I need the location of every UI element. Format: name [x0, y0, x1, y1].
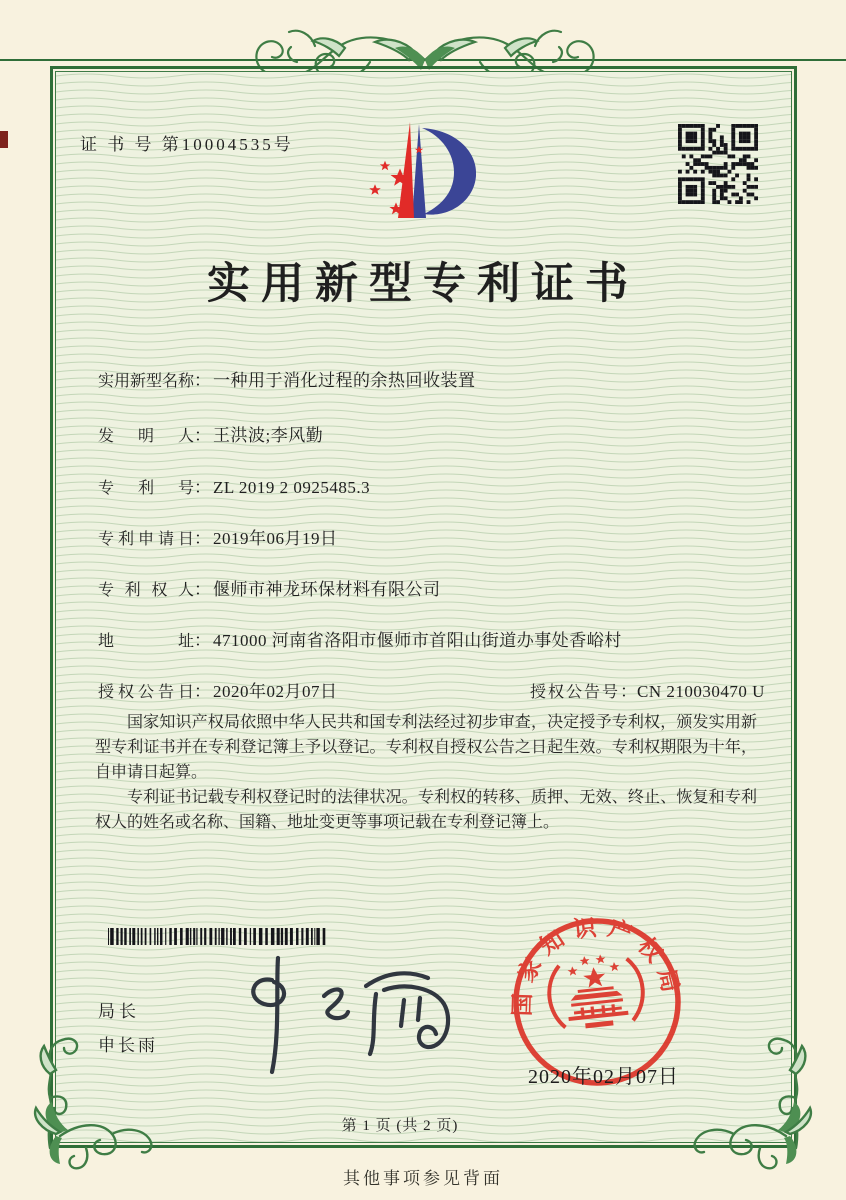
field-grant-number — [530, 677, 765, 702]
field-colon: ： — [194, 478, 211, 497]
seal-text: 国家知识产权局 — [509, 914, 685, 1017]
registration-mark — [0, 131, 8, 148]
field-patent-number — [98, 473, 778, 498]
field-value: ZL 2019 2 0925485.3 — [213, 478, 371, 497]
field-colon: ： — [194, 529, 211, 548]
field-colon: ： — [620, 682, 638, 701]
field-grant-date — [98, 677, 778, 702]
page-number: 第 1 页 (共 2 页) — [341, 1118, 459, 1134]
legal-paragraph-1: 国家知识产权局依照中华人民共和国专利法经过初步审查，决定授予专利权，颁发实用新型专利证书并在专利登记簿上予以登记。专利权自授权公告之日起生效。专利权期限为十年，自申请日起算。 — [95, 714, 757, 781]
field-label: 专利申请日 — [98, 531, 194, 548]
legal-paragraph-2: 专利证书记载专利权登记时的法律状况。专利权的转移、质押、无效、终止、恢复和专利权人的姓名或名称、国籍、地址变更等事项记载在专利登记簿上。 — [95, 789, 757, 831]
field-value: 2020年02月07日 — [213, 682, 338, 701]
certificate-title: 实用新型专利证书 — [207, 261, 639, 308]
field-address — [98, 626, 778, 651]
back-side-note: 其他事项参见背面 — [343, 1169, 503, 1188]
field-value: CN 210030470 U — [637, 682, 765, 701]
patent-office-logo — [356, 114, 486, 229]
field-label: 专利权人 — [98, 582, 194, 599]
field-value: 王洪波;李风勤 — [213, 426, 324, 445]
field-colon: ： — [194, 682, 211, 701]
seal-date: 2020年02月07日 — [528, 1066, 679, 1088]
field-value: 2019年06月19日 — [213, 529, 338, 548]
bottom-right-flourish — [670, 1014, 830, 1174]
field-colon: ： — [194, 580, 211, 599]
qr-code — [678, 124, 758, 204]
national-emblem — [546, 950, 647, 1031]
certificate-number: 证 书 号 第10004535号 — [80, 135, 294, 154]
director-signature — [228, 942, 478, 1077]
legal-text — [95, 710, 757, 835]
field-inventor — [98, 421, 778, 446]
field-label: 发明人 — [98, 428, 194, 445]
field-colon: ： — [194, 631, 211, 650]
field-patentee — [98, 575, 778, 600]
field-utility-model-name — [98, 366, 778, 391]
field-value: 471000 河南省洛阳市偃师市首阳山街道办事处香峪村 — [213, 631, 622, 650]
field-colon: ： — [194, 371, 211, 390]
field-colon: ： — [194, 426, 211, 445]
field-label: 实用新型名称 — [98, 373, 195, 390]
field-label: 地址 — [98, 633, 194, 650]
director-name: 申长雨 — [98, 1036, 158, 1055]
logo-p-curve — [412, 124, 476, 218]
field-label: 授权公告号 — [530, 684, 621, 701]
field-value: 偃师市神龙环保材料有限公司 — [213, 580, 441, 599]
field-filing-date — [98, 524, 778, 549]
field-value: 一种用于消化过程的余热回收装置 — [213, 371, 476, 390]
field-label: 授权公告日 — [98, 684, 194, 701]
field-label: 专利号 — [98, 480, 194, 497]
director-title: 局长 — [98, 1002, 140, 1021]
